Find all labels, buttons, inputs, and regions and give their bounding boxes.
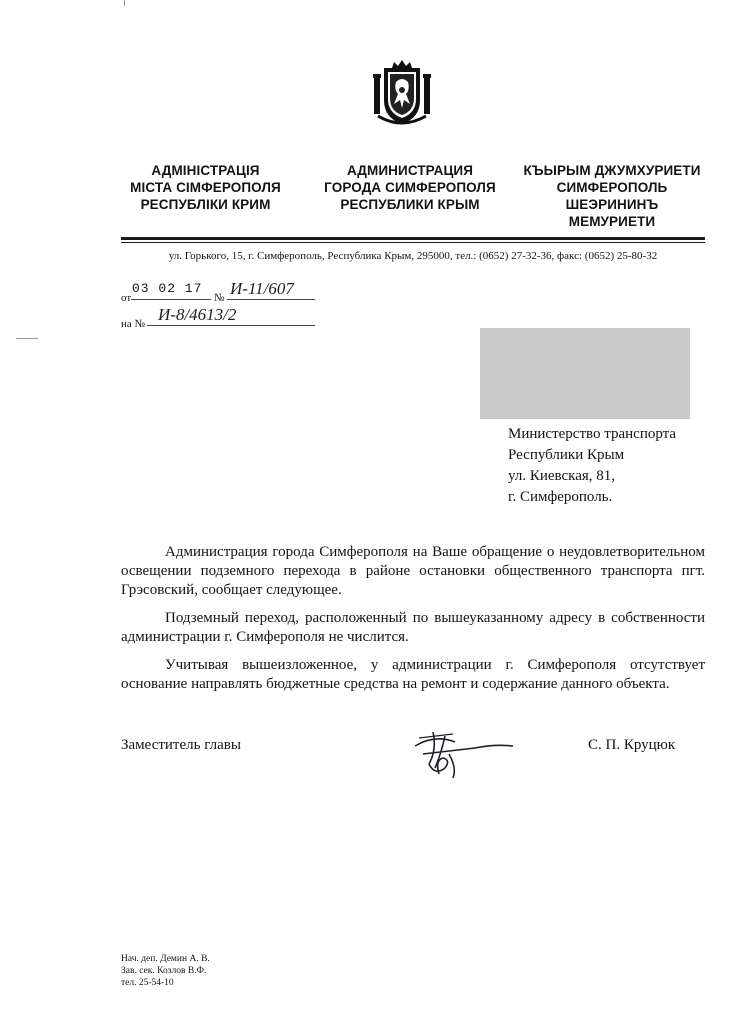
header-line: ГОРОДА СИМФЕРОПОЛЯ (324, 180, 496, 195)
reply-label: на № (121, 318, 146, 330)
header-line: МЕМУРИЕТИ (568, 214, 656, 229)
scan-artifact (16, 338, 38, 339)
reply-number: И-8/4613/2 (158, 305, 237, 324)
recipient-line: Республики Крым (508, 447, 625, 463)
body-paragraph: Учитывая вышеизложенное, у администрации г. Симферополя отсутствует основание направлять бюджетные средства на ремонт и содержание данного объекта. (121, 657, 705, 692)
recipient-line: Министерство транспорта (508, 426, 677, 442)
date-underline (131, 299, 211, 300)
header-line: КЪЫРЫМ ДЖУМХУРИЕТИ (523, 163, 701, 178)
signatory-name: С. П. Круцюк (588, 737, 676, 753)
header-line: РЕСПУБЛИКИ КРЫМ (340, 197, 480, 212)
recipient-line: ул. Киевская, 81, (508, 468, 616, 484)
header-russian (310, 162, 510, 213)
body-paragraph: Подземный переход, расположенный по вышеуказанному адресу в собственности администрации г. Симферополя не числится. (121, 610, 705, 645)
number-underline (227, 299, 315, 300)
reply-underline (147, 325, 315, 326)
executor-info (121, 953, 210, 989)
signatory-title: Заместитель главы (121, 737, 241, 753)
outgoing-number: И-11/607 (230, 279, 294, 298)
scan-artifact (124, 0, 125, 6)
recipient-line: г. Симферополь. (508, 489, 613, 505)
footer-line: Нач. деп. Демин А. В. (121, 954, 210, 964)
header-rule-thin (121, 242, 705, 243)
outgoing-date: 03 02 17 (132, 281, 203, 296)
footer-line: Зав. сек. Козлов В.Ф. (121, 966, 207, 976)
header-rule-thick (121, 237, 705, 240)
body-paragraph: Администрация города Симферополя на Ваше обращение о неудовлетворительном освещении подземного перехода в районе остановки общественного транспорта пгт. Грэсовский, сообщает следующее. (121, 544, 705, 598)
from-label: от (121, 292, 132, 304)
crimea-coat-of-arms-icon (370, 60, 434, 128)
header-line: РЕСПУБЛІКИ КРИМ (140, 197, 271, 212)
letter-body (121, 543, 705, 694)
recipient-block (508, 424, 676, 508)
redacted-area (480, 328, 690, 419)
header-ukrainian (108, 162, 303, 213)
header-line: СИМФЕРОПОЛЬ (556, 180, 668, 195)
header-line: АДМІНІСТРАЦІЯ (151, 163, 260, 178)
office-address: ул. Горького, 15, г. Симферополь, Республика Крым, 295000, тел.: (0652) 27-32-36, факс: (0652) 25-80-32 (168, 250, 658, 262)
header-line: АДМИНИСТРАЦИЯ (346, 163, 474, 178)
header-crimean-tatar (512, 162, 712, 230)
header-line: МІСТА СІМФЕРОПОЛЯ (130, 180, 281, 195)
handwritten-signature (405, 724, 520, 782)
number-label: № (214, 292, 225, 304)
footer-line: тел. 25-54-10 (121, 978, 174, 988)
header-line: ШЕЭРИНИНЪ (565, 197, 659, 212)
